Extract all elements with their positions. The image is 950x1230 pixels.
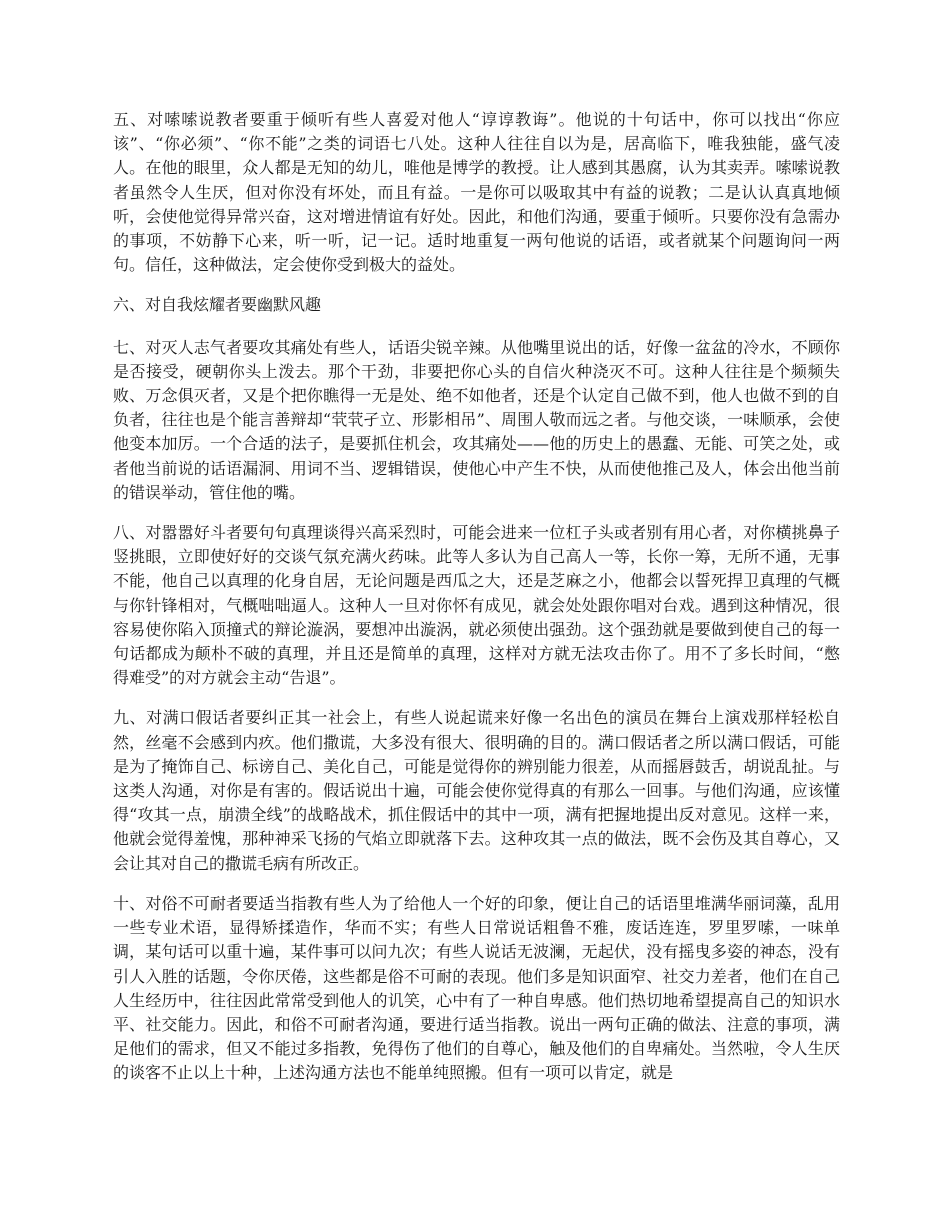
paragraph-six-heading: 六、对自我炫耀者要幽默风趣 xyxy=(113,295,322,315)
document-page xyxy=(113,108,840,1228)
paragraph-five: 五、对嗦嗦说教者要重于倾听有些人喜爱对他人“谆谆教诲”。他说的十句话中，你可以找出“你应该”、“你必须”、“你不能”之类的词语七八处。这种人往往自以为是，居高临下，唯我独能，盛气凌人。在他的眼里，众人都是无知的幼儿，唯他是博学的教授。让人感到其愚腐，认为其卖弄。嗦嗦说教者虽然令人生厌，但对你没有坏处，而且有益。一是你可以吸取其中有益的说教；二是认认真真地倾听，会使他觉得异常兴奋，这对增进情谊有好处。因此，和他们沟通，要重于倾听。只要你没有急需办的事项，不妨静下心来，听一听，记一记。适时地重复一两句他说的话语，或者就某个问题询问一两句。信任，这种做法，定会使你受到极大的益处。 xyxy=(113,110,840,275)
paragraph-eight: 八、对嚣嚣好斗者要句句真理谈得兴高采烈时，可能会进来一位杠子头或者别有用心者，对你横挑鼻子竖挑眼，立即使好好的交谈气氛充满火药味。此等人多认为自己高人一等，长你一筹，无所不通，无事不能，他自己以真理的化身自居，无论问题是西瓜之大，还是芝麻之小，他都会以誓死捍卫真理的气概与你针锋相对，气概咄咄逼人。这种人一旦对你怀有成见，就会处处跟你唱对台戏。遇到这种情况，很容易使你陷入顶撞式的辩论漩涡，要想冲出漩涡，就必须使出强劲。这个强劲就是要做到使自己的每一句话都成为颠朴不破的真理，并且还是简单的真理，这样对方就无法攻击你了。用不了多长时间，“憋得难受”的对方就会主动“告退”。 xyxy=(113,523,840,688)
paragraph-ten: 十、对俗不可耐者要适当指教有些人为了给他人一个好的印象，便让自己的话语里堆满华丽词藻，乱用一些专业术语，显得矫揉造作，华而不实；有些人日常说话粗鲁不雅，废话连连，罗里罗嗦，一味单调，某句话可以重十遍，某件事可以问九次；有些人说话无波澜，无起伏，没有摇曳多姿的神态，没有引人入胜的话题，令你厌倦，这些都是俗不可耐的表现。他们多是知识面窄、社交力差者，他们在自己人生经历中，往往因此常常受到他人的讥笑，心中有了一种自卑感。他们热切地希望提高自己的知识水平、社交能力。因此，和俗不可耐者沟通，要进行适当指教。说出一两句正确的做法、注意的事项，满足他们的需求，但又不能过多指教，免得伤了他们的自尊心，触及他们的自卑痛处。当然啦，令人生厌的谈客不止以上十种，上述沟通方法也不能单纯照搬。但有一项可以肯定，就是 xyxy=(113,893,840,1083)
paragraph-nine: 九、对满口假话者要纠正其一社会上，有些人说起谎来好像一名出色的演员在舞台上演戏那样轻松自然，丝毫不会感到内疚。他们撒谎，大多没有很大、很明确的目的。满口假话者之所以满口假话，可能是为了掩饰自己、标谤自己、美化自己，可能是觉得你的辨别能力很差，从而摇唇鼓舌，胡说乱扯。与这类人沟通，对你是有害的。假话说出十遍，可能会使你觉得真的有那么一回事。与他们沟通，应该懂得“攻其一点，崩溃全线”的战略战术，抓住假话中的其中一项，满有把握地提出反对意见。这样一来，他就会觉得羞愧，那种神采飞扬的气焰立即就落下去。这种攻其一点的做法，既不会伤及其自尊心，又会让其对自己的撒谎毛病有所改正。 xyxy=(113,708,840,873)
paragraph-seven: 七、对灭人志气者要攻其痛处有些人，话语尖锐辛辣。从他嘴里说出的话，好像一盆盆的冷水，不顾你是否接受，硬朝你头上泼去。那个干劲，非要把你心头的自信火种浇灭不可。这种人往往是个频频失败、万念俱灭者，又是个把你瞧得一无是处、绝不如他者，还是个认定自己做不到，他人也做不到的自负者，往往也是个能言善辩却“茕茕孑立、形影相吊”、周围人敬而远之者。与他交谈，一味顺承，会使他变本加厉。一个合适的法子，是要抓住机会，攻其痛处——他的历史上的愚蠢、无能、可笑之处，或者他当前说的话语漏洞、用词不当、逻辑错误，使他心中产生不快，从而使他推己及人，体会出他当前的错误举动，管住他的嘴。 xyxy=(113,337,840,502)
